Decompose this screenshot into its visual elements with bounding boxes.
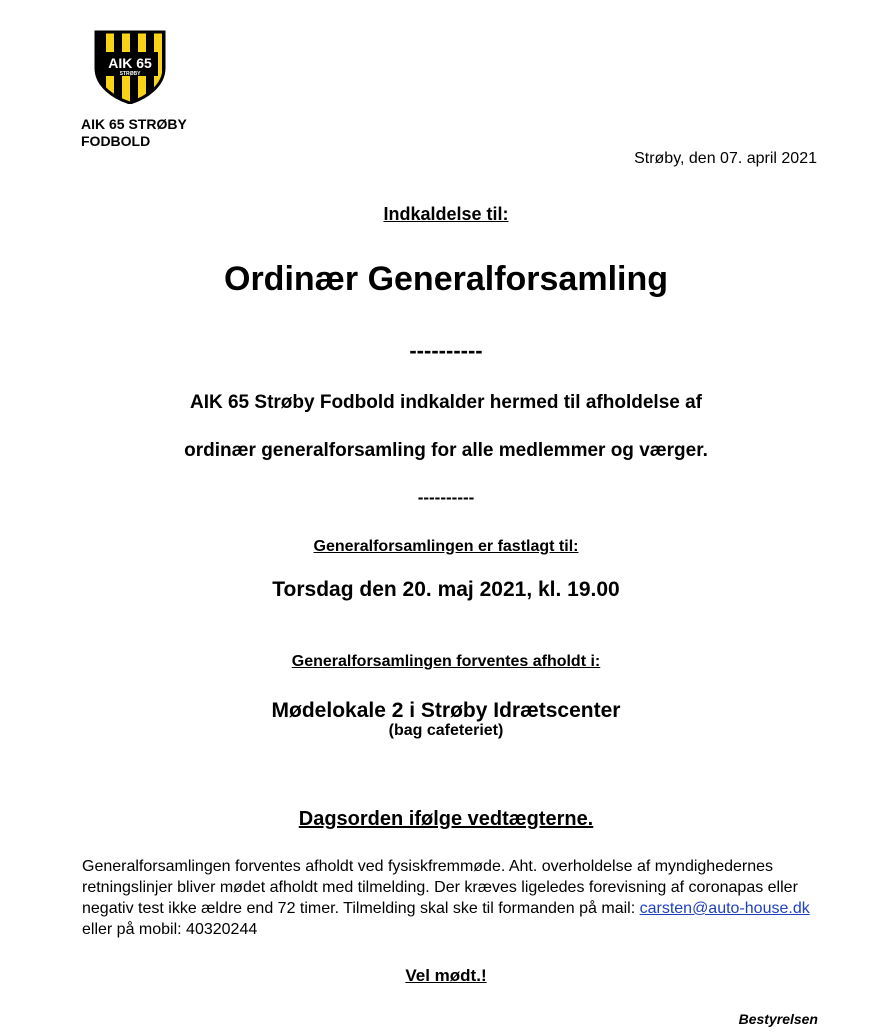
club-name (81, 116, 187, 150)
location-subtitle: (bag cafeteriet) (388, 722, 504, 739)
club-name-line2: FODBOLD (81, 133, 151, 149)
document-date: Strøby, den 07. april 2021 (634, 150, 817, 167)
separator: ---------- (409, 338, 483, 363)
body-text-after: eller på mobil: 40320244 (82, 921, 258, 938)
invite-heading: Indkaldelse til: (383, 204, 509, 224)
logo-text: AIK 65 (108, 55, 152, 71)
intro-line-2: ordinær generalforsamling for alle medlemmer og værger. (184, 440, 708, 461)
logo-subtext: STRØBY (119, 71, 141, 77)
club-name-line1: AIK 65 STRØBY (81, 116, 187, 132)
agenda-heading: Dagsorden ifølge vedtægterne. (298, 808, 594, 830)
separator: ---------- (417, 488, 475, 507)
closing: Vel mødt.! (405, 966, 487, 985)
meeting-date: Torsdag den 20. maj 2021, kl. 19.00 (272, 578, 620, 601)
location-label: Generalforsamlingen forventes afholdt i: (291, 653, 601, 670)
email-link[interactable]: carsten@auto-house.dk (639, 900, 810, 917)
meeting-location: Mødelokale 2 i Strøby Idrætscenter (271, 699, 621, 722)
signature: Bestyrelsen (738, 1011, 818, 1027)
club-logo (94, 28, 166, 104)
document-title: Ordinær Generalforsamling (224, 260, 668, 298)
intro-line-1: AIK 65 Strøby Fodbold indkalder hermed til afholdelse af (189, 392, 703, 413)
body-paragraph (82, 856, 822, 940)
body-text-before: Generalforsamlingen forventes afholdt ved fysiskfremmøde. Aht. overholdelse af myndighedernes retningslinjer bliver mødet afholdt med tilmelding. Der kræves ligeledes forevisning af coronapas eller negativ test ikke ældre end 72 timer. Tilmelding skal ske til formanden på mail: (82, 858, 798, 917)
date-label: Generalforsamlingen er fastlagt til: (313, 538, 579, 555)
